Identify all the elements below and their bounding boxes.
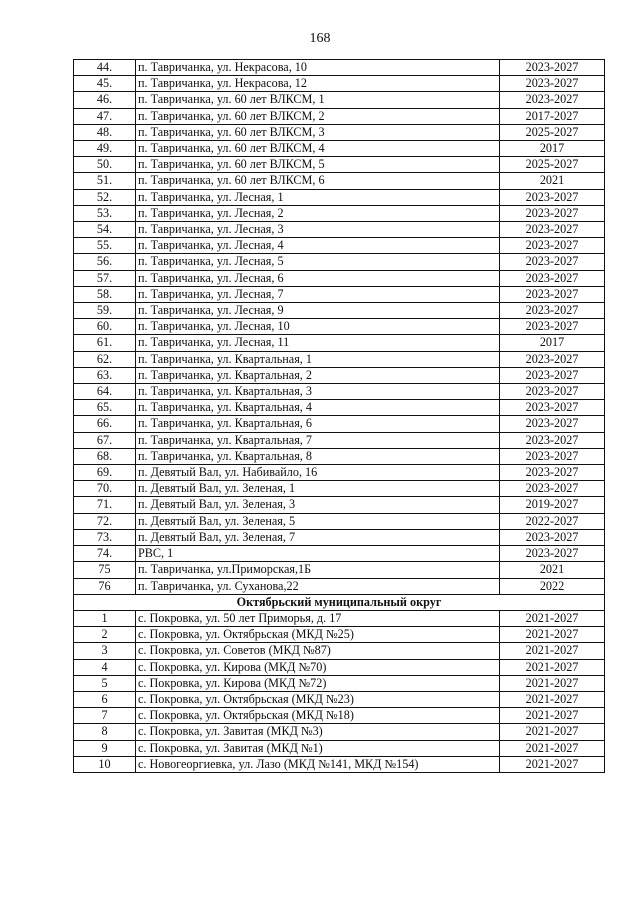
row-number: 61. [74, 335, 136, 351]
row-period: 2023-2027 [500, 529, 605, 545]
row-number: 52. [74, 189, 136, 205]
row-number: 75 [74, 562, 136, 578]
row-number: 51. [74, 173, 136, 189]
section-header-row [74, 594, 605, 610]
row-address: с. Покровка, ул. Советов (МКД №87) [136, 643, 500, 659]
row-period: 2025-2027 [500, 124, 605, 140]
row-address: п. Тавричанка, ул. Суханова,22 [136, 578, 500, 594]
row-number: 65. [74, 400, 136, 416]
row-period: 2022-2027 [500, 513, 605, 529]
row-number: 7 [74, 708, 136, 724]
row-number: 2 [74, 627, 136, 643]
row-period: 2023-2027 [500, 76, 605, 92]
row-address: п. Тавричанка, ул. 60 лет ВЛКСМ, 3 [136, 124, 500, 140]
table-row [74, 238, 605, 254]
table-row [74, 173, 605, 189]
table-row [74, 432, 605, 448]
table-row [74, 76, 605, 92]
table-row [74, 92, 605, 108]
row-period: 2023-2027 [500, 205, 605, 221]
row-number: 71. [74, 497, 136, 513]
row-number: 46. [74, 92, 136, 108]
row-address: п. Тавричанка, ул. Квартальная, 2 [136, 367, 500, 383]
row-address: п. Тавричанка, ул. Квартальная, 1 [136, 351, 500, 367]
row-number: 73. [74, 529, 136, 545]
row-address: РВС, 1 [136, 546, 500, 562]
table-row [74, 351, 605, 367]
row-number: 3 [74, 643, 136, 659]
row-period: 2023-2027 [500, 367, 605, 383]
row-number: 8 [74, 724, 136, 740]
table-row [74, 691, 605, 707]
row-number: 47. [74, 108, 136, 124]
row-period: 2021-2027 [500, 708, 605, 724]
row-address: п. Тавричанка, ул. Лесная, 3 [136, 222, 500, 238]
row-address: с. Новогеоргиевка, ул. Лазо (МКД №141, МКД №154) [136, 756, 500, 772]
row-number: 76 [74, 578, 136, 594]
row-number: 4 [74, 659, 136, 675]
row-period: 2021 [500, 173, 605, 189]
row-address: п. Тавричанка, ул. 60 лет ВЛКСМ, 6 [136, 173, 500, 189]
row-number: 6 [74, 691, 136, 707]
row-number: 50. [74, 157, 136, 173]
row-period: 2023-2027 [500, 92, 605, 108]
table-row [74, 367, 605, 383]
row-address: п. Тавричанка, ул. Лесная, 4 [136, 238, 500, 254]
table-row [74, 708, 605, 724]
row-number: 56. [74, 254, 136, 270]
row-number: 9 [74, 740, 136, 756]
table-row [74, 562, 605, 578]
row-address: с. Покровка, ул. Октябрьская (МКД №23) [136, 691, 500, 707]
row-period: 2023-2027 [500, 189, 605, 205]
row-address: п. Тавричанка, ул. Квартальная, 4 [136, 400, 500, 416]
row-address: с. Покровка, ул. Октябрьская (МКД №18) [136, 708, 500, 724]
table-row [74, 675, 605, 691]
table-row [74, 756, 605, 772]
table-row [74, 286, 605, 302]
row-period: 2017-2027 [500, 108, 605, 124]
row-period: 2021-2027 [500, 627, 605, 643]
row-address: п. Тавричанка, ул. Лесная, 9 [136, 303, 500, 319]
objects-table-body [74, 60, 605, 773]
table-row [74, 319, 605, 335]
row-period: 2017 [500, 335, 605, 351]
row-address: п. Тавричанка, ул. Лесная, 10 [136, 319, 500, 335]
row-address: п. Тавричанка, ул. Квартальная, 3 [136, 384, 500, 400]
row-number: 1 [74, 610, 136, 626]
row-period: 2021-2027 [500, 610, 605, 626]
row-address: п. Тавричанка, ул. Квартальная, 7 [136, 432, 500, 448]
row-period: 2023-2027 [500, 546, 605, 562]
row-address: п. Девятый Вал, ул. Зеленая, 5 [136, 513, 500, 529]
row-address: п. Тавричанка, ул.Приморская,1Б [136, 562, 500, 578]
row-address: п. Девятый Вал, ул. Зеленая, 1 [136, 481, 500, 497]
table-row [74, 108, 605, 124]
row-period: 2021-2027 [500, 643, 605, 659]
row-address: п. Тавричанка, ул. Лесная, 2 [136, 205, 500, 221]
row-period: 2023-2027 [500, 432, 605, 448]
section-title: Октябрьский муниципальный округ [74, 594, 605, 610]
row-address: п. Тавричанка, ул. Квартальная, 6 [136, 416, 500, 432]
row-number: 60. [74, 319, 136, 335]
row-period: 2023-2027 [500, 303, 605, 319]
row-address: п. Тавричанка, ул. Лесная, 1 [136, 189, 500, 205]
table-row [74, 416, 605, 432]
table-row [74, 513, 605, 529]
row-period: 2023-2027 [500, 481, 605, 497]
table-row [74, 335, 605, 351]
row-number: 68. [74, 448, 136, 464]
row-period: 2021-2027 [500, 691, 605, 707]
row-number: 54. [74, 222, 136, 238]
row-period: 2021-2027 [500, 675, 605, 691]
row-period: 2025-2027 [500, 157, 605, 173]
row-address: п. Тавричанка, ул. Лесная, 6 [136, 270, 500, 286]
row-address: п. Девятый Вал, ул. Зеленая, 3 [136, 497, 500, 513]
row-number: 63. [74, 367, 136, 383]
row-address: с. Покровка, ул. Завитая (МКД №1) [136, 740, 500, 756]
table-row [74, 497, 605, 513]
table-row [74, 643, 605, 659]
table-row [74, 254, 605, 270]
row-period: 2021-2027 [500, 724, 605, 740]
row-period: 2023-2027 [500, 351, 605, 367]
table-row [74, 303, 605, 319]
table-row [74, 529, 605, 545]
table-row [74, 481, 605, 497]
row-address: п. Тавричанка, ул. Некрасова, 12 [136, 76, 500, 92]
row-address: с. Покровка, ул. 50 лет Приморья, д. 17 [136, 610, 500, 626]
page-number: 168 [309, 31, 331, 46]
row-address: п. Тавричанка, ул. Некрасова, 10 [136, 60, 500, 76]
row-period: 2023-2027 [500, 286, 605, 302]
row-address: п. Девятый Вал, ул. Зеленая, 7 [136, 529, 500, 545]
table-row [74, 222, 605, 238]
row-address: п. Тавричанка, ул. 60 лет ВЛКСМ, 5 [136, 157, 500, 173]
row-period: 2023-2027 [500, 254, 605, 270]
row-number: 5 [74, 675, 136, 691]
row-period: 2017 [500, 141, 605, 157]
row-number: 45. [74, 76, 136, 92]
row-period: 2022 [500, 578, 605, 594]
row-number: 53. [74, 205, 136, 221]
row-number: 67. [74, 432, 136, 448]
row-address: п. Тавричанка, ул. Лесная, 7 [136, 286, 500, 302]
table-row [74, 189, 605, 205]
table-row [74, 610, 605, 626]
table-row [74, 384, 605, 400]
row-period: 2023-2027 [500, 319, 605, 335]
row-period: 2023-2027 [500, 238, 605, 254]
row-number: 70. [74, 481, 136, 497]
row-period: 2023-2027 [500, 222, 605, 238]
row-number: 59. [74, 303, 136, 319]
row-address: с. Покровка, ул. Завитая (МКД №3) [136, 724, 500, 740]
row-period: 2023-2027 [500, 465, 605, 481]
table-row [74, 448, 605, 464]
table-row [74, 157, 605, 173]
table-row [74, 141, 605, 157]
row-period: 2021-2027 [500, 659, 605, 675]
table-row [74, 60, 605, 76]
row-number: 62. [74, 351, 136, 367]
row-number: 49. [74, 141, 136, 157]
row-address: п. Тавричанка, ул. 60 лет ВЛКСМ, 1 [136, 92, 500, 108]
row-address: п. Тавричанка, ул. Лесная, 5 [136, 254, 500, 270]
table-row [74, 659, 605, 675]
row-address: п. Тавричанка, ул. 60 лет ВЛКСМ, 2 [136, 108, 500, 124]
row-number: 55. [74, 238, 136, 254]
row-number: 69. [74, 465, 136, 481]
row-period: 2023-2027 [500, 416, 605, 432]
row-number: 48. [74, 124, 136, 140]
row-period: 2021-2027 [500, 756, 605, 772]
row-number: 10 [74, 756, 136, 772]
table-row [74, 124, 605, 140]
table-row [74, 205, 605, 221]
row-period: 2023-2027 [500, 400, 605, 416]
table-row [74, 724, 605, 740]
row-number: 64. [74, 384, 136, 400]
table-row [74, 465, 605, 481]
table-row [74, 270, 605, 286]
row-period: 2021-2027 [500, 740, 605, 756]
table-row [74, 546, 605, 562]
row-period: 2019-2027 [500, 497, 605, 513]
table-row [74, 740, 605, 756]
row-number: 57. [74, 270, 136, 286]
row-period: 2023-2027 [500, 60, 605, 76]
row-address: с. Покровка, ул. Кирова (МКД №72) [136, 675, 500, 691]
row-number: 72. [74, 513, 136, 529]
table-row [74, 578, 605, 594]
row-period: 2023-2027 [500, 448, 605, 464]
row-address: п. Тавричанка, ул. Квартальная, 8 [136, 448, 500, 464]
row-number: 66. [74, 416, 136, 432]
row-number: 74. [74, 546, 136, 562]
row-address: с. Покровка, ул. Кирова (МКД №70) [136, 659, 500, 675]
row-number: 44. [74, 60, 136, 76]
row-number: 58. [74, 286, 136, 302]
objects-table [73, 59, 605, 773]
row-address: п. Тавричанка, ул. Лесная, 11 [136, 335, 500, 351]
row-address: п. Девятый Вал, ул. Набивайло, 16 [136, 465, 500, 481]
table-row [74, 627, 605, 643]
row-period: 2021 [500, 562, 605, 578]
row-period: 2023-2027 [500, 384, 605, 400]
row-address: п. Тавричанка, ул. 60 лет ВЛКСМ, 4 [136, 141, 500, 157]
row-address: с. Покровка, ул. Октябрьская (МКД №25) [136, 627, 500, 643]
row-period: 2023-2027 [500, 270, 605, 286]
table-row [74, 400, 605, 416]
